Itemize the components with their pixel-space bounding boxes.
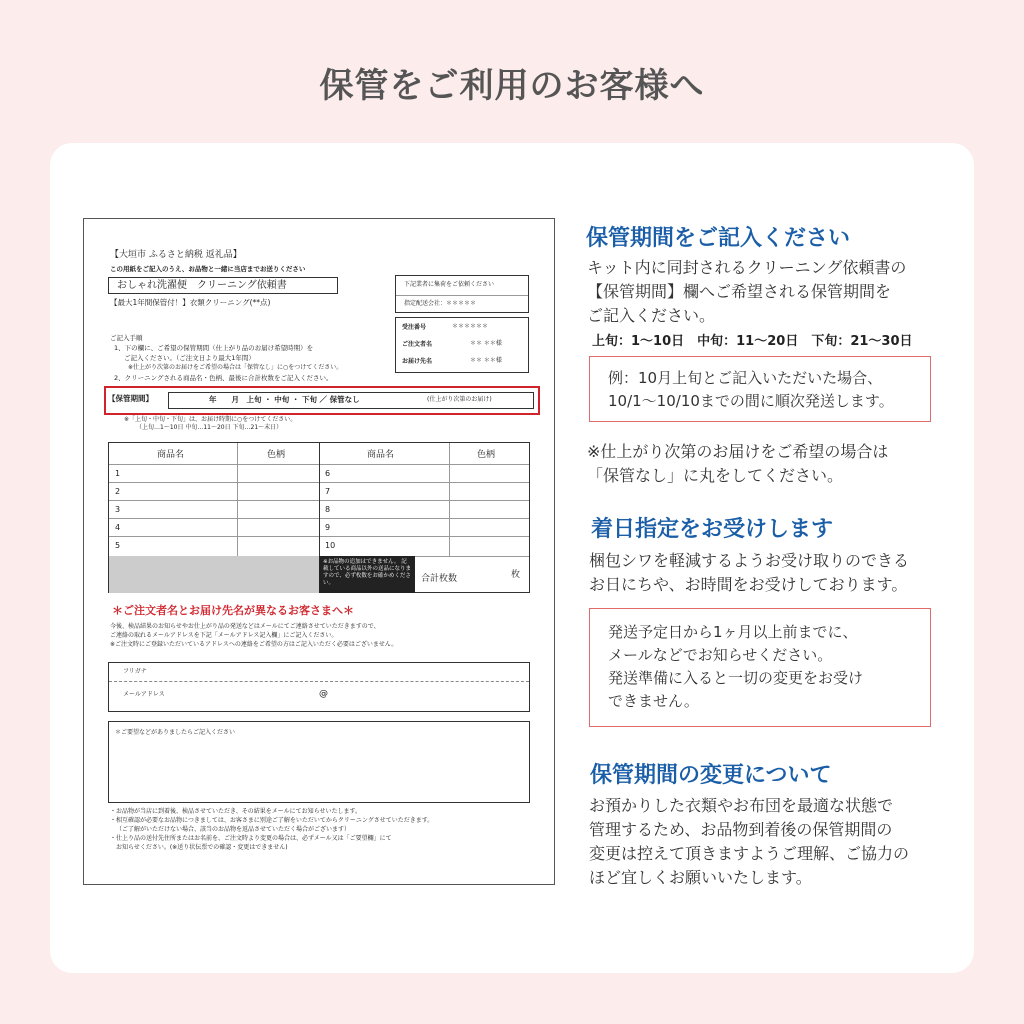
carrier-box (395, 275, 529, 313)
row-num: 6 (325, 469, 331, 478)
order-no-value: ＊＊＊＊＊＊ (452, 323, 489, 330)
furigana-label: フリガナ (123, 668, 147, 675)
row-num: 1 (115, 469, 121, 478)
row-num: 4 (115, 523, 121, 532)
carrier-line1: 下記業者に集荷をご依頼ください (404, 281, 495, 288)
col-color-header-left: 色柄 (267, 450, 286, 460)
col-item-header-right: 商品名 (367, 450, 395, 460)
row-num: 9 (325, 523, 331, 532)
storage-period-row (104, 386, 540, 415)
form-subtitle: 【最大1年間保管付！】衣類クリーニング(**点) (110, 298, 271, 307)
section-title-delivery: 着日指定をお受けします (591, 517, 834, 542)
row-num: 2 (115, 487, 121, 496)
footer-3: （ご了解がいただけない場合、該当のお品物を返品させていただく場合がございます） (116, 826, 351, 833)
section-text-delivery: 梱包シワを軽減するようお受け取りのできる お日にちや、お時間をお受けしております。 (589, 551, 910, 594)
order-no-label: 受注番号 (402, 324, 427, 331)
storage-label: 【保管期間】 (108, 394, 153, 403)
carrier-line2: 指定配送会社：＊＊＊＊＊ (404, 300, 477, 307)
email-box (108, 662, 530, 712)
step-1c: ※仕上がり次第のお届けをご希望の場合は「保管なし」に○をつけてください。 (128, 364, 343, 371)
col-color-header-right: 色柄 (477, 450, 496, 460)
add-item-notice: ※お品物の追加はできません。 記載している商品以外の送品になりますので、必ず枚数をお確かめください。 (319, 556, 415, 593)
row-num: 10 (325, 541, 336, 550)
footer-2: ・相互確認が必要なお品物につきましては、お客さまに別途ご了解をいただいてからクリーニングさせていただきます。 (110, 817, 434, 824)
steps-title: ご記入手順 (110, 334, 143, 342)
example-box: 例：10月上旬とご記入いただいた場合、 10/1〜10/10までの間に順次発送します。 (589, 356, 931, 422)
diff-text-2: ご連絡の取れるメールアドレスを下記「メールアドレス記入欄」にご記入ください。 (110, 632, 338, 639)
items-table (108, 442, 530, 593)
section-text-storage: キット内に同封されるクリーニング依頼書の 【保管期間】欄へご希望される保管期間を ご記入ください。 (587, 258, 907, 325)
footer-1: ・お品物が当店に到着後、検品させていただき、その結果をメールにてお知らせいたします。 (110, 808, 361, 815)
gray-cell (109, 556, 319, 593)
row-num: 5 (115, 541, 121, 550)
row-num: 3 (115, 505, 121, 514)
request-label: ＊ご要望などがありましたらご記入ください (115, 729, 236, 736)
storage-note: (仕上がり次第のお届け) (427, 396, 492, 403)
recipient-value: ＊＊ ＊＊様 (470, 357, 502, 364)
email-label: メールアドレス (123, 691, 165, 698)
recipient-label: お届け先名 (402, 358, 433, 365)
footer-5: お知らせください。(※送り状伝票での確認・変更はできません) (116, 844, 288, 851)
request-box (108, 721, 530, 803)
storage-field (168, 392, 534, 409)
diff-recipient-title: ＊ご注文者名とお届け先名が異なるお客さまへ＊ (112, 604, 354, 617)
page-heading: 保管をご利用のお客様へ (319, 66, 705, 106)
row-num: 8 (325, 505, 331, 514)
no-storage-note: ※仕上がり次第のお届けをご希望の場合は 「保管なし」に丸をしてください。 (587, 442, 889, 485)
diff-text-3: ※ご注文時にご登録いただいているアドレスへの連絡をご希望の方はご記入いただく必要はございません。 (110, 641, 398, 648)
orderer-value: ＊＊ ＊＊様 (470, 340, 502, 347)
orderer-label: ご注文者名 (402, 341, 433, 348)
email-at: @ (319, 689, 328, 699)
order-info-box (395, 317, 529, 373)
period-definitions: 上旬：1〜10日 中旬：11〜20日 下旬：21〜30日 (592, 334, 913, 349)
section-text-change: お預かりした衣類やお布団を最適な状態で 管理するため、お品物到着後の保管期間の 変更は控えて頂きますようご理解、ご協力の ほど宜しくお願いいたします。 (589, 796, 910, 887)
diff-text-1: 今後、検品結果のお知らせやお仕上がり品の発送などはメールにてご連絡させていただきますので、 (110, 623, 380, 630)
section-title-storage: 保管期間をご記入ください (586, 226, 851, 251)
storage-hint1: ※「上旬・中旬・下旬」は、お届け時期に○をつけてください。 (124, 416, 297, 423)
storage-hint2: （上旬…1〜10日 中旬…11〜20日 下旬…21〜末日） (136, 424, 283, 431)
section-title-change: 保管期間の変更について (590, 763, 832, 788)
form-header-tag: 【大垣市 ふるさと納税 返礼品】 (110, 250, 242, 260)
form-title: おしゃれ洗濯便 クリーニング依頼書 (108, 277, 338, 294)
storage-options: 年 月 上旬 ・ 中旬 ・ 下旬 ／ 保管なし (209, 395, 360, 404)
step-1: 1、下の欄に、ご希望の保管期間（仕上がり品のお届け希望時期）を (114, 344, 314, 352)
total-count-label: 合計枚数 (421, 574, 458, 584)
step-2: 2、クリーニングされる商品名・色柄、最後に合計枚数をご記入ください。 (114, 374, 333, 382)
footer-4: ・仕上り品の送付先住所またはお名前を、ご注文時より変更の場合は、必ずメール又は「ご要望欄」にて (110, 835, 392, 842)
cleaning-request-form (83, 218, 555, 885)
col-item-header-left: 商品名 (157, 450, 185, 460)
step-1b: ご記入ください。（ご注文日より最大1年間） (124, 354, 255, 362)
form-instruction: この用紙をご記入のうえ、お品物と一緒に当店までお送りください (110, 265, 306, 273)
row-num: 7 (325, 487, 331, 496)
delivery-notice-box: 発送予定日から1ヶ月以上前までに、 メールなどでお知らせください。 発送準備に入ると一切の変更をお受け できません。 (589, 608, 931, 727)
total-unit: 枚 (511, 570, 521, 580)
